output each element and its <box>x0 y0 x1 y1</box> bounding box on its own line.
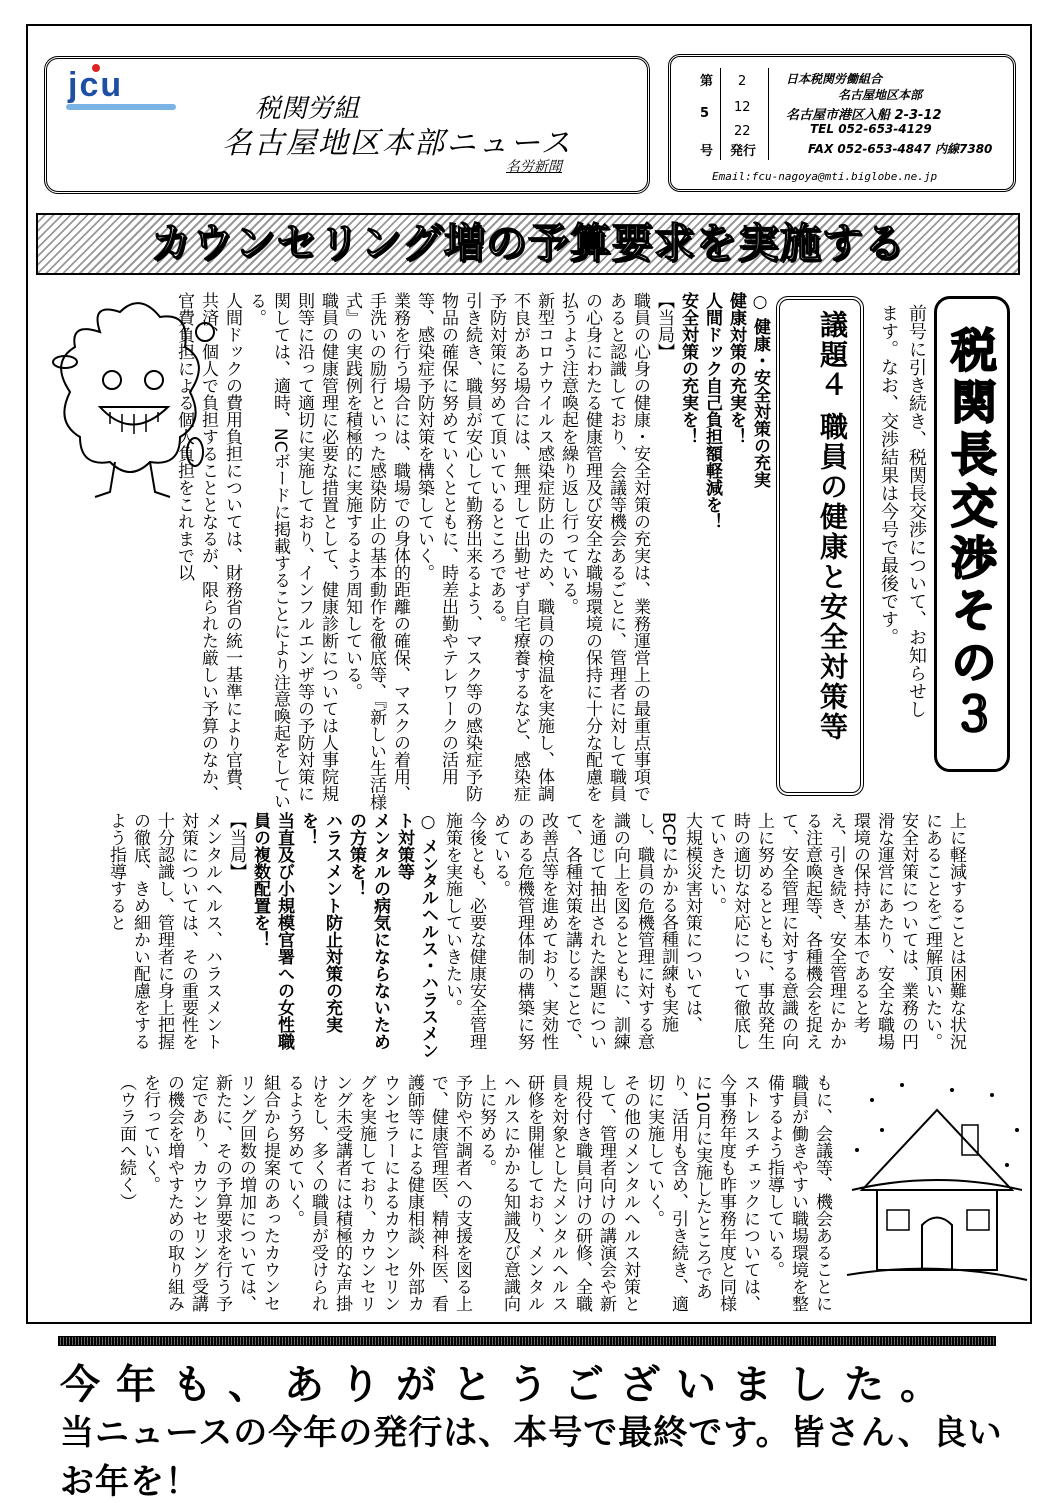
upper-demand-3: 安全対策の充実を！ <box>678 292 698 445</box>
continued-note: （ウラ面へ続く） <box>116 1074 136 1210</box>
lower-right-para-5: 組合から提案のあったカウンセリング回数の増加については、新たに、その予算要求を行う予定であり、カウンセリング受講の機会を増やすための取り組みを行っていく。 <box>140 1074 280 1312</box>
issue-date-2: 12 <box>734 100 751 115</box>
lower-authority-label: 【当局】 <box>226 812 246 880</box>
issue-number: 5 <box>700 106 710 121</box>
lower-para-4: 今後とも、必要な健康安全管理施策を実施していきたい。 <box>442 812 486 1050</box>
lower-para-1: 上に軽減することは困難な状況にあることをご理解頂いたい。 <box>922 812 966 1050</box>
issue-divider-1 <box>720 68 721 160</box>
upper-heading-1: ○ 健康・安全対策の充実 <box>750 292 770 488</box>
issue-label-1: 第 <box>700 74 714 89</box>
lower-para-3: 大規模災害対策については、BCPにかかる各種訓練も実施し、職員の危機管理に対する意識の向上を図るとともに、訓練を通じて抽出された課題について、各種対策を講じることで、改善点等を進めており、実効性のある危機管理体制の構築に努めている。 <box>490 812 702 1050</box>
org-fax: FAX 052-653-4847 内線7380 <box>808 142 993 156</box>
issue-divider-2 <box>768 68 769 160</box>
upper-para-5: 職員の健康管理に必要な措置として、健康診断については人事院規則等に沿って適切に実施しており、インフルエンザ等の予防対策に関しては、適時、NCボードに掲載することにより注意喚起をしている。 <box>246 292 338 810</box>
snow-house-illustration <box>842 1070 1032 1290</box>
intro-text: 前号に引き続き、税関長交渉について、お知らせします。なお、交渉結果は今号で最後です。 <box>878 304 927 718</box>
agenda-title: 議題４ 職員の健康と安全対策等 <box>776 296 864 796</box>
upper-para-3: 引き続き、職員が安心して勤務出来るよう、マスク等の感染症予防物品の確保に努めていくとともに、時差出勤やテレワークの活用等、感染症予防対策を構築していく。 <box>414 292 482 802</box>
lower-demand-3: 当直及び小規模官署への女性職員の複数配置を！ <box>250 812 294 1050</box>
upper-para-1: 職員の心身の健康・安全対策の充実は、業務運営上の最重点事項であると認識しており、会議等機会あるごとに、管理者に対して職員の心身にわたる健康管理及び安全な職場環境の保持に十分な配慮を払うよう注意喚起を繰り返し行っている。 <box>558 292 650 802</box>
series-title: 税関長交渉その３ <box>934 296 1010 772</box>
lower-right-para-3: その他のメンタルヘルス対策として、管理者向けの講演会や新規役付き職員向けの研修、全職員を対象としたメンタルヘルス研修を開催しており、メンタルヘルスにかかる知識及び意識向上に努める。 <box>476 1074 640 1312</box>
upper-para-4: 業務を行う場合には、職場での身体的距離の確保、マスクの着用、手洗いの励行といった感染防止の基本動作を徹底等、『新しい生活様式』の実践例を積極的に実施するよう周知している。 <box>342 292 410 811</box>
upper-demand-2: 人間ドック自己負担額軽減を！ <box>702 292 722 530</box>
masthead-title: 名古屋地区本部ニュース <box>222 126 573 161</box>
logo-swoosh <box>66 104 176 110</box>
org-tel: TEL 052-653-4129 <box>810 122 932 136</box>
masthead-union: 税関労組 <box>255 94 360 124</box>
lower-para-2: 安全対策については、業務の円滑な運営にあたり、安全な職場環境の保持が基本であると考え、引き続き、安全管理にかかる注意喚起等、各種機会を捉えて、安全管理に対する意識の向上に努めるとともに、事故発生時の適切な対応について徹底していきたい。 <box>706 812 918 1050</box>
org-name-2: 名古屋地区本部 <box>838 88 923 102</box>
lower-article-bottom <box>64 1074 834 1314</box>
footer-notice: 当ニュースの今年の発行は、本号で最終です。皆さん、良いお年を！ <box>60 1413 1003 1502</box>
org-name-1: 日本税関労働組合 <box>786 72 883 86</box>
footer-thanks: 今年も、ありがとうございました。 <box>60 1362 956 1408</box>
masthead-subtitle: 名労新聞 <box>506 159 562 175</box>
upper-para-2: 新型コロナウイルス感染症防止のため、職員の検温を実施し、体調不良がある場合には、無理して出勤せず自宅療養するなど、感染症予防対策に努めて頂いているところである。 <box>486 292 554 802</box>
lower-para-5: メンタルヘルス、ハラスメント対策については、その重要性を十分認識し、管理者に身上把握の徹底、きめ細かい配慮をするよう指導すると <box>106 812 222 1050</box>
germ-illustration <box>40 292 220 502</box>
lower-right-para-4: 予防や不調者への支援を図る上で、健康管理医、精神科医、看護師等による健康相談、外部カウンセラーによるカウンセリングを実施しており、カウンセリング未受講者には積極的な声掛けをし、多くの職員が受けられるよう努めていく。 <box>284 1074 472 1312</box>
lower-heading-2: ○ メンタルヘルス・ハラスメント対策等 <box>394 812 438 1059</box>
upper-authority-label: 【当局】 <box>654 292 674 360</box>
upper-article <box>174 292 772 812</box>
lower-right-para-2: ストレスチェックについては、今事務年度も昨事務年度と同様に10月に実施したところであり、活用も含め、引き続き、適切に実施していく。 <box>644 1074 760 1312</box>
issue-date-1: 2 <box>738 74 747 89</box>
footer-divider <box>58 1336 996 1346</box>
jcu-logo: jcu <box>68 66 124 104</box>
issue-date-3: 22 <box>734 124 751 139</box>
issue-date-label: 発行 <box>730 144 757 159</box>
issue-label-2: 号 <box>700 144 714 159</box>
upper-demand-1: 健康対策の充実を！ <box>726 292 746 445</box>
lower-article-top <box>64 812 968 1062</box>
lower-demand-2: ハラスメント防止対策の充実を！ <box>298 812 342 1033</box>
org-address: 名古屋市港区入船 2-3-12 <box>786 108 942 123</box>
upper-para-6: 人間ドックの費用負担については、財務省の統一基準により官費、共済、個人で負担することとなるが、限られた厳しい予算のなか、官費負担による個人負担をこれまで以 <box>174 292 242 802</box>
lower-demand-1: メンタルの病気にならないための方策を！ <box>346 812 390 1050</box>
lower-right-para-1: もに、会議等、機会あることに職員が働きやすい職場環境を整備するよう指導している。 <box>764 1074 832 1312</box>
headline: カウンセリング増の予算要求を実施する <box>150 219 906 267</box>
org-email: Email:fcu-nagoya@mti.biglobe.ne.jp <box>712 170 938 183</box>
